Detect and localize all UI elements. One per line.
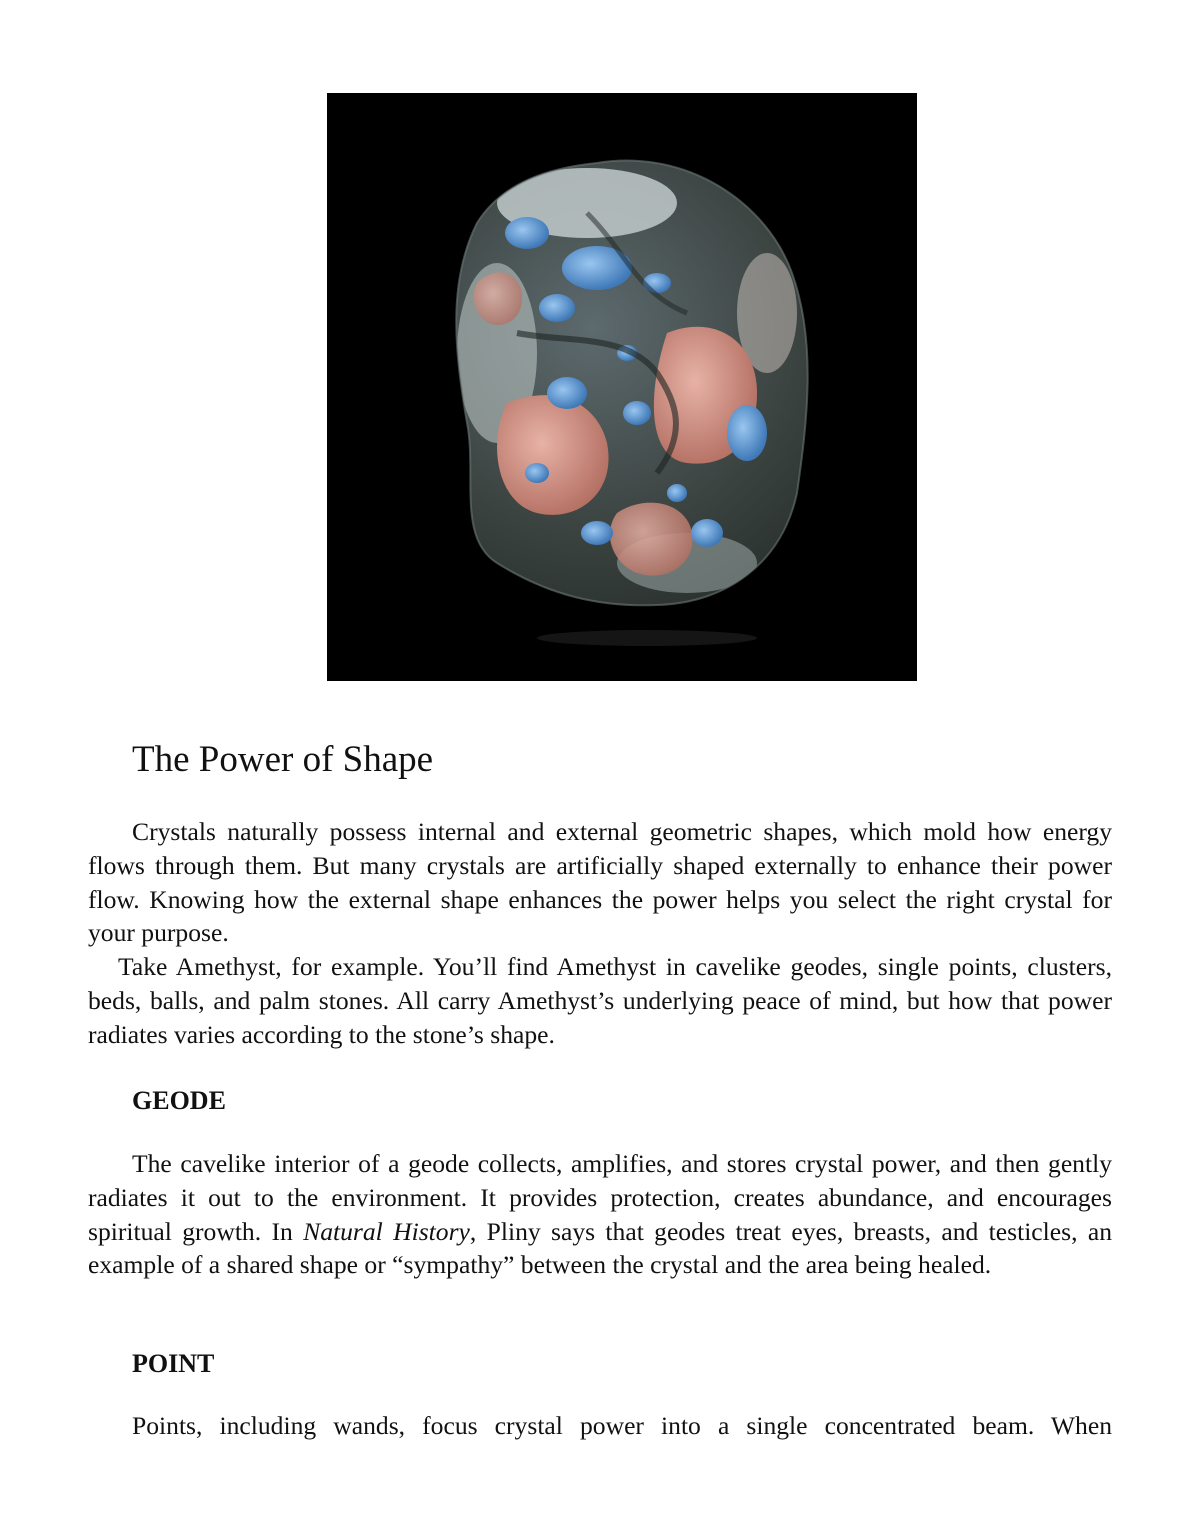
intro-paragraph-2: Take Amethyst, for example. You’ll find Amethyst in cavelike geodes, single points, clusters, beds, balls, and palm stones. All carry Amethyst’s underlying peace of mind, but how that power radiates varies according to the stone’s shape. — [88, 952, 1112, 1049]
point-paragraph: Points, including wands, focus crystal power into a single concentrated beam. When — [132, 1411, 1112, 1440]
geode-book-title: Natural History — [303, 1216, 470, 1246]
geode-paragraph — [88, 1147, 1112, 1282]
point-heading: POINT — [132, 1349, 215, 1378]
geode-text-before: The cavelike interior of a geode collects, amplifies, and stores crystal power, and then gently radiates it out to the environment. It provides protection, creates abundance, and encourages spiritual growth. In — [88, 1149, 1112, 1246]
intro-paragraph-1: Crystals naturally possess internal and external geometric shapes, which mold how energy flows through them. But many crystals are artificially shaped externally to enhance their power flow. Knowing how the external shape enhances the power helps you select the right crystal for your purpose. — [88, 817, 1112, 948]
geode-text-after: , Pliny says that geodes treat eyes, breasts, and testicles, an example of a shared shape or “sympathy” between the crystal and the area being healed. — [88, 1216, 1112, 1280]
geode-text — [88, 1147, 1112, 1282]
point-text — [88, 1409, 1112, 1443]
intro-text — [88, 815, 1112, 1052]
section-title: The Power of Shape — [132, 739, 434, 780]
geode-heading: GEODE — [132, 1086, 226, 1115]
stone-photo — [327, 93, 917, 681]
